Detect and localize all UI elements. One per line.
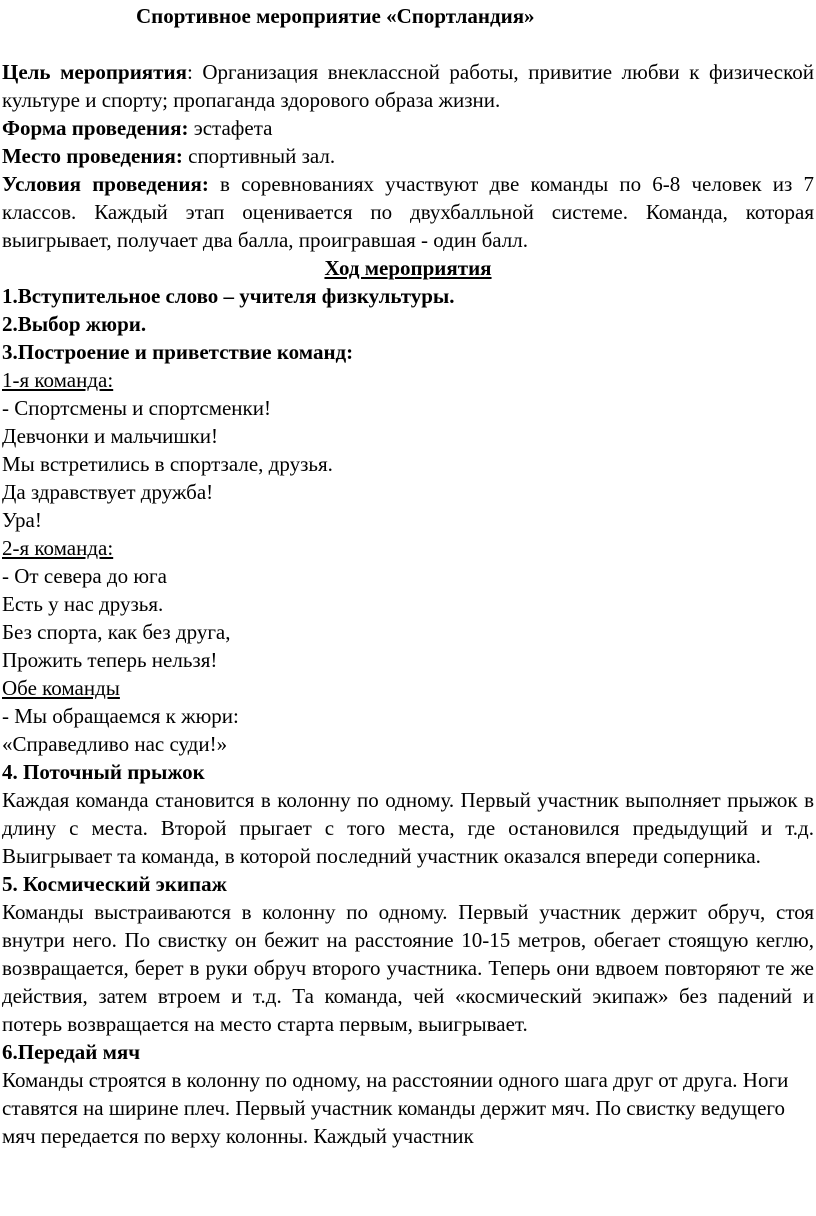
team1-line: Мы встретились в спортзале, друзья. (2, 452, 333, 476)
blank-line (2, 30, 814, 58)
both-teams-line: «Справедливо нас суди!» (2, 732, 228, 756)
both-teams-line: - Мы обращаемся к жюри: (2, 704, 239, 728)
form-paragraph (2, 114, 814, 142)
section-2-heading: 2.Выбор жюри. (2, 312, 147, 336)
place-label: Место проведения: (2, 144, 183, 168)
goal-paragraph (2, 58, 814, 114)
stage4-heading: 4. Поточный прыжок (2, 760, 205, 784)
section-1-heading: 1.Вступительное слово – учителя физкультуры. (2, 284, 455, 308)
stage6-heading: 6.Передай мяч (2, 1040, 141, 1064)
stage5-heading: 5. Космический экипаж (2, 872, 227, 896)
conditions-label: Условия проведения: (2, 172, 209, 196)
form-label: Форма проведения: (2, 116, 189, 140)
team1-line: Девчонки и мальчишки! (2, 424, 219, 448)
stage4-text: Каждая команда становится в колонну по одному. Первый участник выполняет прыжок в длину с места. Второй прыгает с того места, где остановился предыдущий и т.д. Выигрывает та команда, в которой последний участник оказался впереди соперника. (2, 788, 814, 868)
stage5-text: Команды выстраиваются в колонну по одному. Первый участник держит обруч, стоя внутри него. По свистку он бежит на расстояние 10-15 метров, обегает стоящую кеглю, возвращается, берет в руки обруч второго участника. Теперь они вдвоем повторяют те же действия, затем втроем и т.д. Та команда, чей «космический экипаж» без падений и потерь возвращается на место старта первым, выигрывает. (2, 900, 814, 1036)
team2-line: - От севера до юга (2, 564, 167, 588)
course-heading: Ход мероприятия (324, 256, 492, 280)
team1-label: 1-я команда: (2, 368, 114, 392)
form-text: эстафета (188, 116, 273, 140)
team1-line: - Спортсмены и спортсменки! (2, 396, 271, 420)
stage6-text: Команды строятся в колонну по одному, на расстоянии одного шага друг от друга. Ноги ставятся на ширине плеч. Первый участник команды держит мяч. По свистку ведущего мяч передается по верху колонны. Каждый участник (2, 1068, 789, 1148)
team2-line: Без спорта, как без друга, (2, 620, 231, 644)
place-text: спортивный зал. (182, 144, 336, 168)
conditions-text: в соревнованиях участвуют две команды по 6-8 человек из 7 классов. Каждый этап оценивается по двухбалльной системе. Команда, которая выигрывает, получает два балла, проигравшая - один балл. (2, 172, 814, 252)
both-teams-label: Обе команды (2, 676, 120, 700)
conditions-paragraph (2, 170, 814, 254)
team1-line: Да здравствует дружба! (2, 480, 214, 504)
document-title: Спортивное мероприятие «Спортландия» (136, 4, 535, 28)
goal-text: : Организация внеклассной работы, привитие любви к физической культуре и спорту; пропаганда здорового образа жизни. (2, 60, 814, 112)
team2-line: Прожить теперь нельзя! (2, 648, 218, 672)
place-paragraph (2, 142, 814, 170)
team2-line: Есть у нас друзья. (2, 592, 164, 616)
team1-line: Ура! (2, 508, 42, 532)
section-3-heading: 3.Построение и приветствие команд: (2, 340, 354, 364)
goal-label: Цель мероприятия (2, 60, 187, 84)
team2-label: 2-я команда: (2, 536, 114, 560)
